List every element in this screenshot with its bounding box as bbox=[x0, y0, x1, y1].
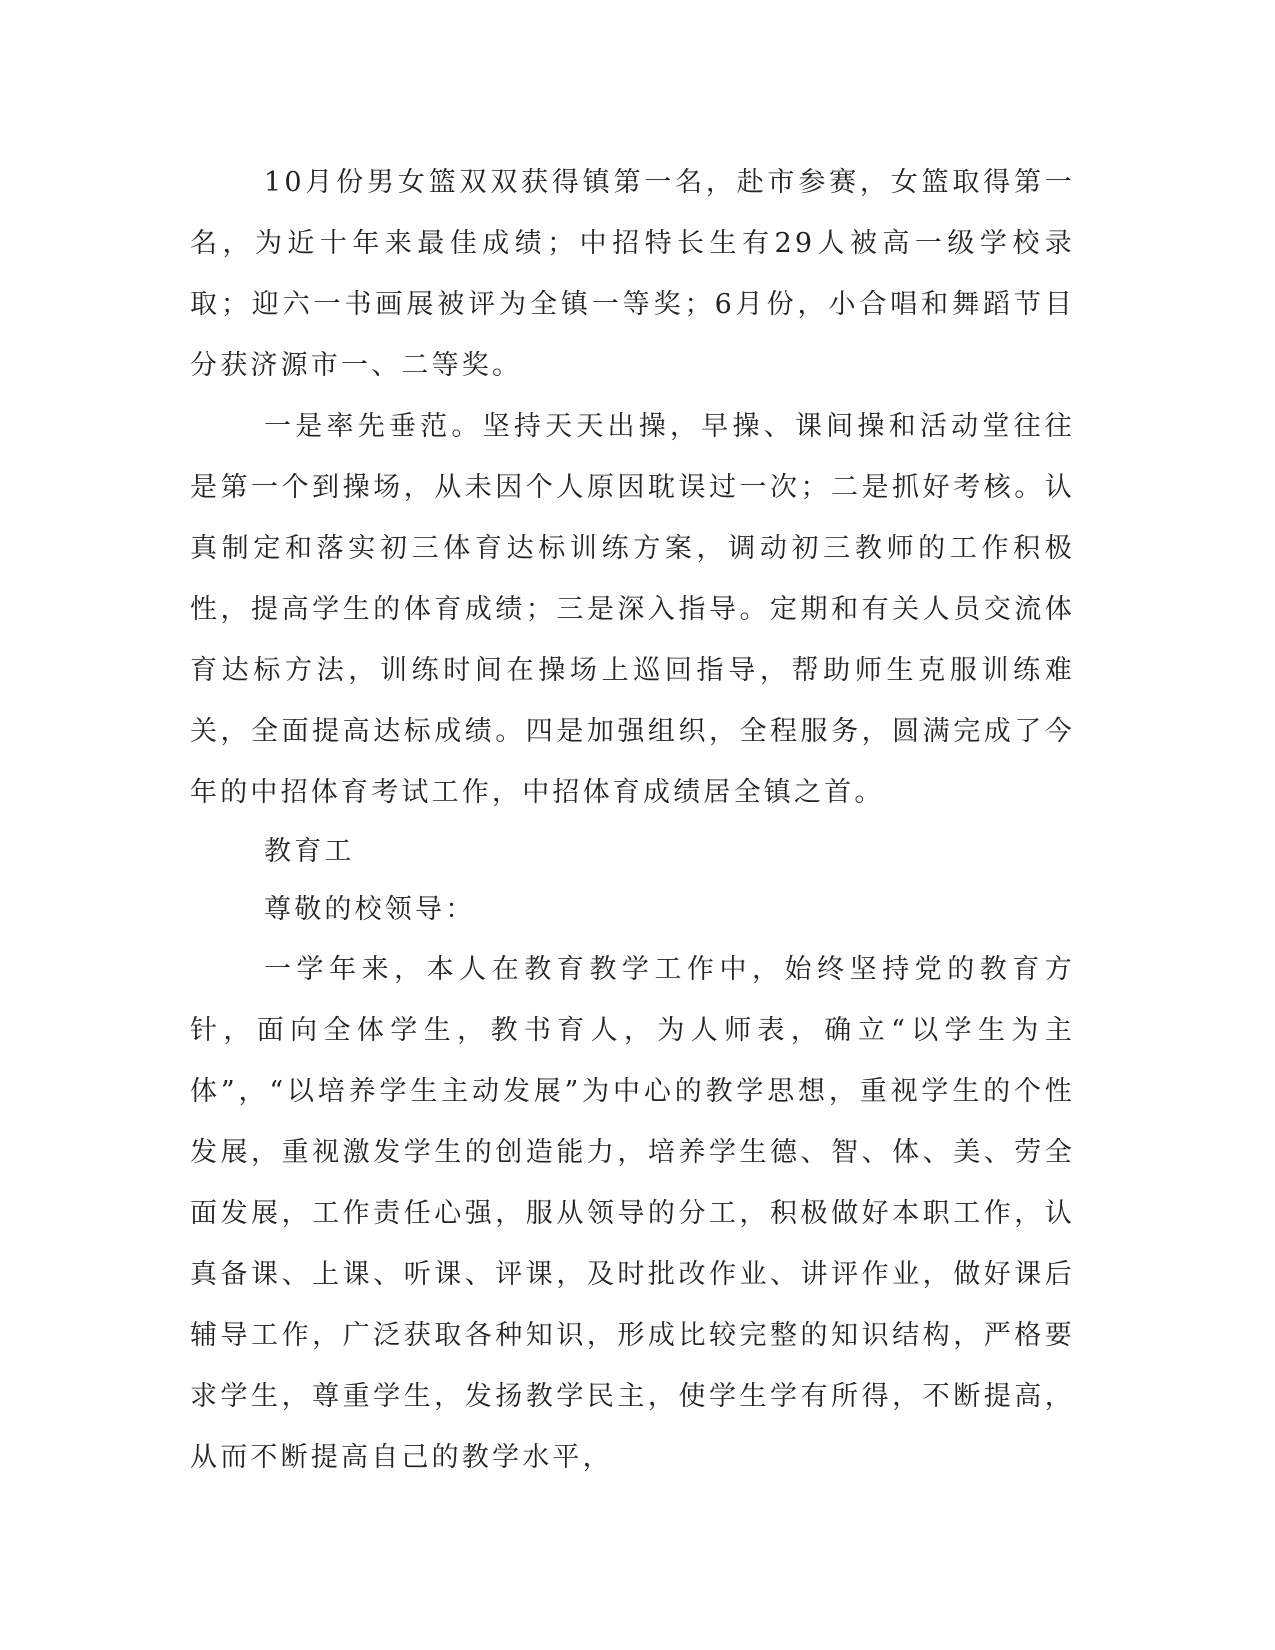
paragraph-salutation: 尊敬的校领导： bbox=[264, 894, 476, 925]
paragraph-heading-fragment: 教育工 bbox=[264, 836, 355, 867]
paragraph-awards: 10月份男女篮双双获得镇第一名，赴市参赛，女篮取得第一名，为近十年来最佳成绩；中招特长生有29人被高一级学校录取；迎六一书画展被评为全镇一等奖；6月份，小合唱和舞蹈节目分获济源市一、二等奖。 bbox=[190, 167, 1075, 381]
paragraph-teaching-summary: 一学年来，本人在教育教学工作中，始终坚持党的教育方针，面向全体学生，教书育人，为人师表，确立“以学生为主体”，“以培养学生主动发展”为中心的教学思想，重视学生的个性发展，重视激发学生的创造能力，培养学生德、智、体、美、劳全面发展，工作责任心强，服从领导的分工，积极做好本职工作，认真备课、上课、听课、评课，及时批改作业、讲评作业，做好课后辅导工作，广泛获取各种知识，形成比较完整的知识结构，严格要求学生，尊重学生，发扬教学民主，使学生学有所得，不断提高，从而不断提高自己的教学水平， bbox=[190, 954, 1075, 1473]
body-text bbox=[190, 152, 1075, 1488]
paragraph-pe-work: 一是率先垂范。坚持天天出操，早操、课间操和活动堂往往是第一个到操场，从未因个人原因耽误过一次；二是抓好考核。认真制定和落实初三体育达标训练方案，调动初三教师的工作积极性，提高学生的体育成绩；三是深入指导。定期和有关人员交流体育达标方法，训练时间在操场上巡回指导，帮助师生克服训练难关，全面提高达标成绩。四是加强组织，全程服务，圆满完成了今年的中招体育考试工作，中招体育成绩居全镇之首。 bbox=[190, 411, 1075, 808]
